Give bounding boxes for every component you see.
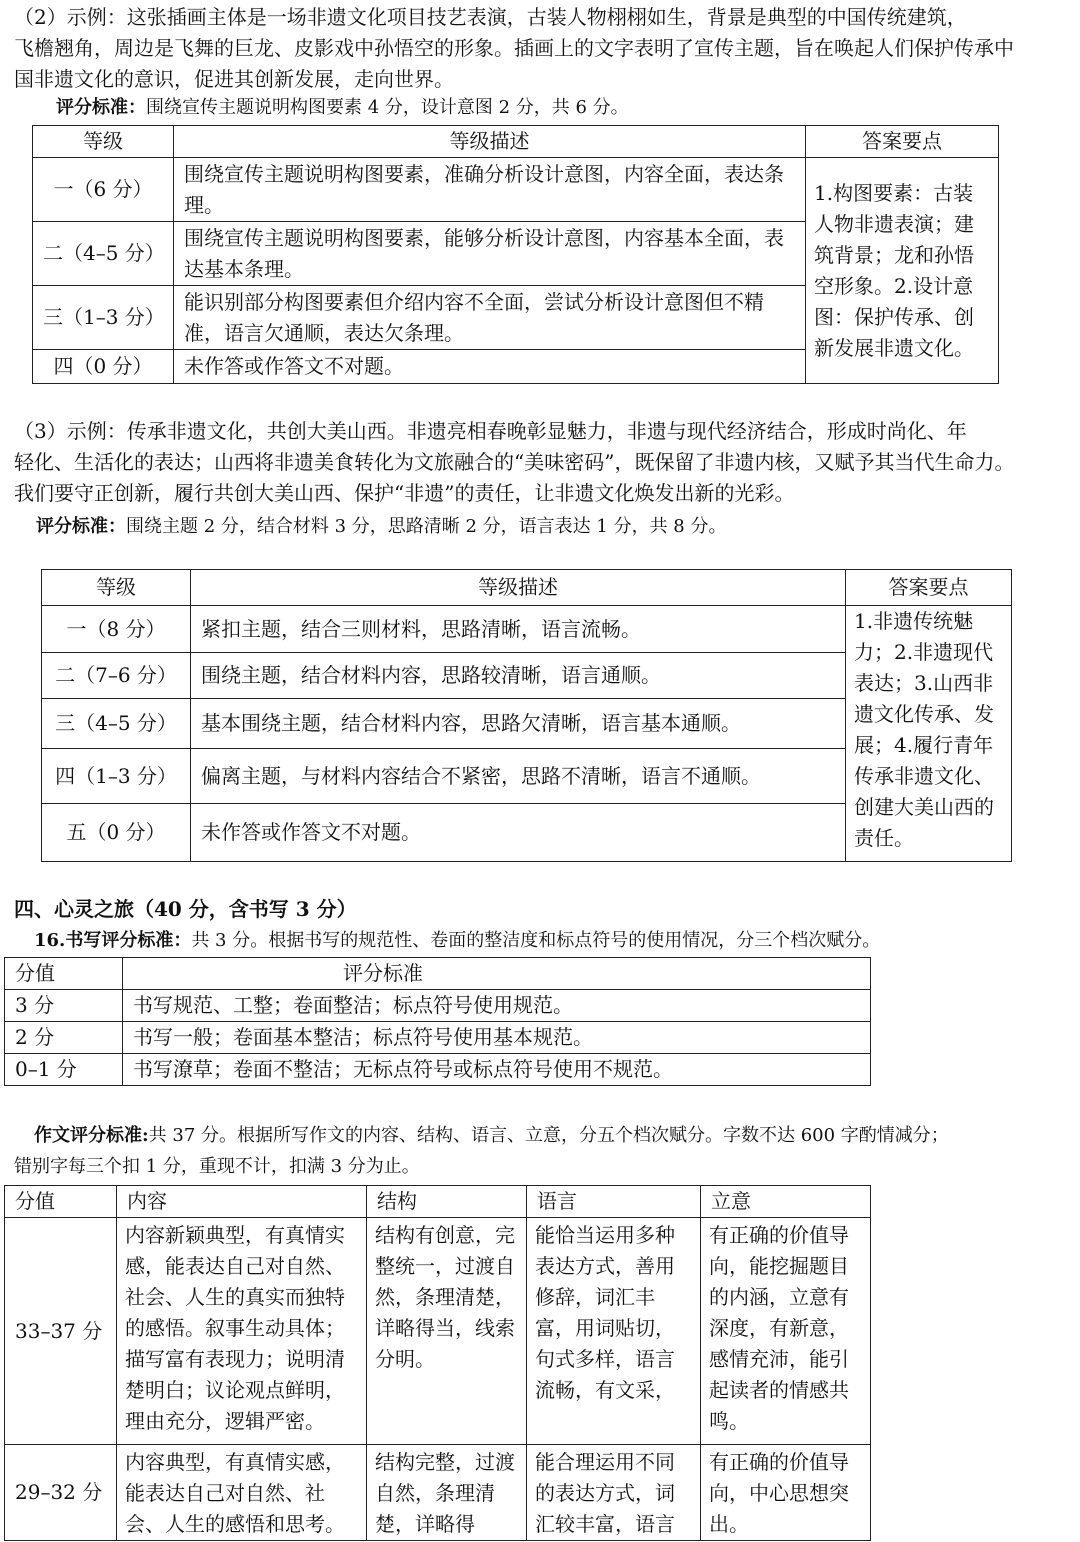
level-cell: 二（4–5 分） xyxy=(33,222,174,286)
header-content: 内容 xyxy=(117,1186,367,1218)
points-cell: 1.构图要素：古装人物非遗表演；建筑背景；龙和孙悟空形象。2.设计意图：保护传承、创新发展非遗文化。 xyxy=(806,158,999,384)
header-criteria: 评分标准 xyxy=(123,958,871,990)
header-structure: 结构 xyxy=(367,1186,527,1218)
section2-line: （2）示例：这张插画主体是一场非遗文化项目技艺表演，古装人物栩栩如生，背景是典型的中国传统建筑， xyxy=(14,5,967,29)
writing-standard xyxy=(34,926,880,956)
score-cell: 29–32 分 xyxy=(5,1445,117,1541)
score-cell: 2 分 xyxy=(5,1022,123,1054)
section3-standard xyxy=(36,512,726,542)
criteria-cell: 书写一般；卷面基本整洁；标点符号使用基本规范。 xyxy=(123,1022,871,1054)
standard-text: 围绕宣传主题说明构图要素 4 分，设计意图 2 分，共 6 分。 xyxy=(146,97,629,118)
writing-table xyxy=(4,957,871,1086)
header-desc: 等级描述 xyxy=(191,570,846,606)
desc-cell: 紧扣主题，结合三则材料，思路清晰，语言流畅。 xyxy=(191,606,846,653)
essay-table xyxy=(4,1185,871,1541)
level-cell: 四（0 分） xyxy=(33,350,174,384)
level-cell: 三（4–5 分） xyxy=(42,699,191,749)
desc-cell: 围绕宣传主题说明构图要素，能够分析设计意图，内容基本全面，表达基本条理。 xyxy=(174,222,806,286)
desc-cell: 偏离主题，与材料内容结合不紧密，思路不清晰，语言不通顺。 xyxy=(191,749,846,804)
level-cell: 二（7–6 分） xyxy=(42,653,191,699)
essay-label: 作文评分标准: xyxy=(34,1125,149,1146)
essay-text: 共 37 分。根据所写作文的内容、结构、语言、立意，分五个档次赋分。字数不达 600 字酌情减分； xyxy=(148,1125,949,1146)
header-level: 等级 xyxy=(42,570,191,606)
header-score: 分值 xyxy=(5,958,123,990)
points-cell: 1.非遗传统魅力；2.非遗现代表达；3.山西非遗文化传承、发展；4.履行青年传承非遗文化、创建大美山西的责任。 xyxy=(846,606,1012,862)
criteria-cell: 书写潦草；卷面不整洁；无标点符号或标点符号使用不规范。 xyxy=(123,1054,871,1086)
header-points: 答案要点 xyxy=(846,570,1012,606)
content-cell: 内容典型，有真情实感，能表达自己对自然、社会、人生的感悟和思考。 xyxy=(117,1445,367,1541)
header-points: 答案要点 xyxy=(806,126,999,158)
writing-text: 共 3 分。根据书写的规范性、卷面的整洁度和标点符号的使用情况，分三个档次赋分。 xyxy=(191,930,881,951)
criteria-cell: 书写规范、工整；卷面整洁；标点符号使用规范。 xyxy=(123,990,871,1022)
desc-cell: 围绕主题，结合材料内容，思路较清晰，语言通顺。 xyxy=(191,653,846,699)
section2-table xyxy=(32,125,999,384)
desc-cell: 基本围绕主题，结合材料内容，思路欠清晰，语言基本通顺。 xyxy=(191,699,846,749)
section2-line: 飞檐翘角，周边是飞舞的巨龙、皮影戏中孙悟空的形象。插画上的文字表明了宣传主题，旨在唤起人们保护传承中 xyxy=(14,36,1014,60)
desc-cell: 未作答或作答文不对题。 xyxy=(174,350,806,384)
idea-cell: 有正确的价值导向，中心思想突出。 xyxy=(701,1445,871,1541)
header-idea: 立意 xyxy=(701,1186,871,1218)
section2-paragraph xyxy=(14,2,1074,95)
structure-cell: 结构有创意，完整统一，过渡自然，条理清楚，详略得当，线索分明。 xyxy=(367,1218,527,1445)
language-cell: 能恰当运用多种表达方式，善用修辞，词汇丰富，用词贴切，句式多样，语言流畅，有文采， xyxy=(527,1218,701,1445)
structure-cell: 结构完整，过渡自然，条理清楚，详略得 xyxy=(367,1445,527,1541)
language-cell: 能合理运用不同的表达方式，词汇较丰富，语言 xyxy=(527,1445,701,1541)
essay-standard xyxy=(34,1121,949,1151)
desc-cell: 未作答或作答文不对题。 xyxy=(191,804,846,862)
writing-label: 16.书写评分标准： xyxy=(34,930,192,951)
section4-title: 四、心灵之旅（40 分，含书写 3 分） xyxy=(14,897,357,921)
header-level: 等级 xyxy=(33,126,174,158)
standard-label: 评分标准： xyxy=(56,97,146,118)
score-cell: 33–37 分 xyxy=(5,1218,117,1445)
section2-standard xyxy=(56,93,629,123)
section3-line: 轻化、生活化的表达；山西将非遗美食转化为文旅融合的“美味密码”，既保留了非遗内核，又赋予其当代生命力。 xyxy=(14,450,1015,474)
section2-line: 国非遗文化的意识，促进其创新发展，走向世界。 xyxy=(14,67,454,91)
header-score: 分值 xyxy=(5,1186,117,1218)
level-cell: 一（8 分） xyxy=(42,606,191,653)
level-cell: 五（0 分） xyxy=(42,804,191,862)
level-cell: 四（1–3 分） xyxy=(42,749,191,804)
content-cell: 内容新颖典型，有真情实感，能表达自己对自然、社会、人生的真实而独特的感悟。叙事生动具体；描写富有表现力；说明清楚明白；议论观点鲜明，理由充分，逻辑严密。 xyxy=(117,1218,367,1445)
header-language: 语言 xyxy=(527,1186,701,1218)
header-desc: 等级描述 xyxy=(174,126,806,158)
standard-text: 围绕主题 2 分，结合材料 3 分，思路清晰 2 分，语言表达 1 分，共 8 分。 xyxy=(126,516,727,537)
section3-line: （3）示例：传承非遗文化，共创大美山西。非遗亮相春晚彰显魅力，非遗与现代经济结合，形成时尚化、年 xyxy=(14,419,967,443)
essay-standard-line2: 错别字每三个扣 1 分，重现不计，扣满 3 分为止。 xyxy=(14,1156,420,1177)
desc-cell: 能识别部分构图要素但介绍内容不全面，尝试分析设计意图但不精准，语言欠通顺，表达欠条理。 xyxy=(174,286,806,350)
desc-cell: 围绕宣传主题说明构图要素，准确分析设计意图，内容全面，表达条理。 xyxy=(174,158,806,222)
section3-paragraph xyxy=(14,416,1074,509)
section3-table xyxy=(41,569,1012,862)
standard-label: 评分标准： xyxy=(36,516,126,537)
score-cell: 3 分 xyxy=(5,990,123,1022)
level-cell: 一（6 分） xyxy=(33,158,174,222)
level-cell: 三（1–3 分） xyxy=(33,286,174,350)
score-cell: 0–1 分 xyxy=(5,1054,123,1086)
section3-line: 我们要守正创新，履行共创大美山西、保护“非遗”的责任，让非遗文化焕发出新的光彩。 xyxy=(14,481,795,505)
idea-cell: 有正确的价值导向，能挖掘题目的内涵，立意有深度，有新意，感情充沛，能引起读者的情感共鸣。 xyxy=(701,1218,871,1445)
